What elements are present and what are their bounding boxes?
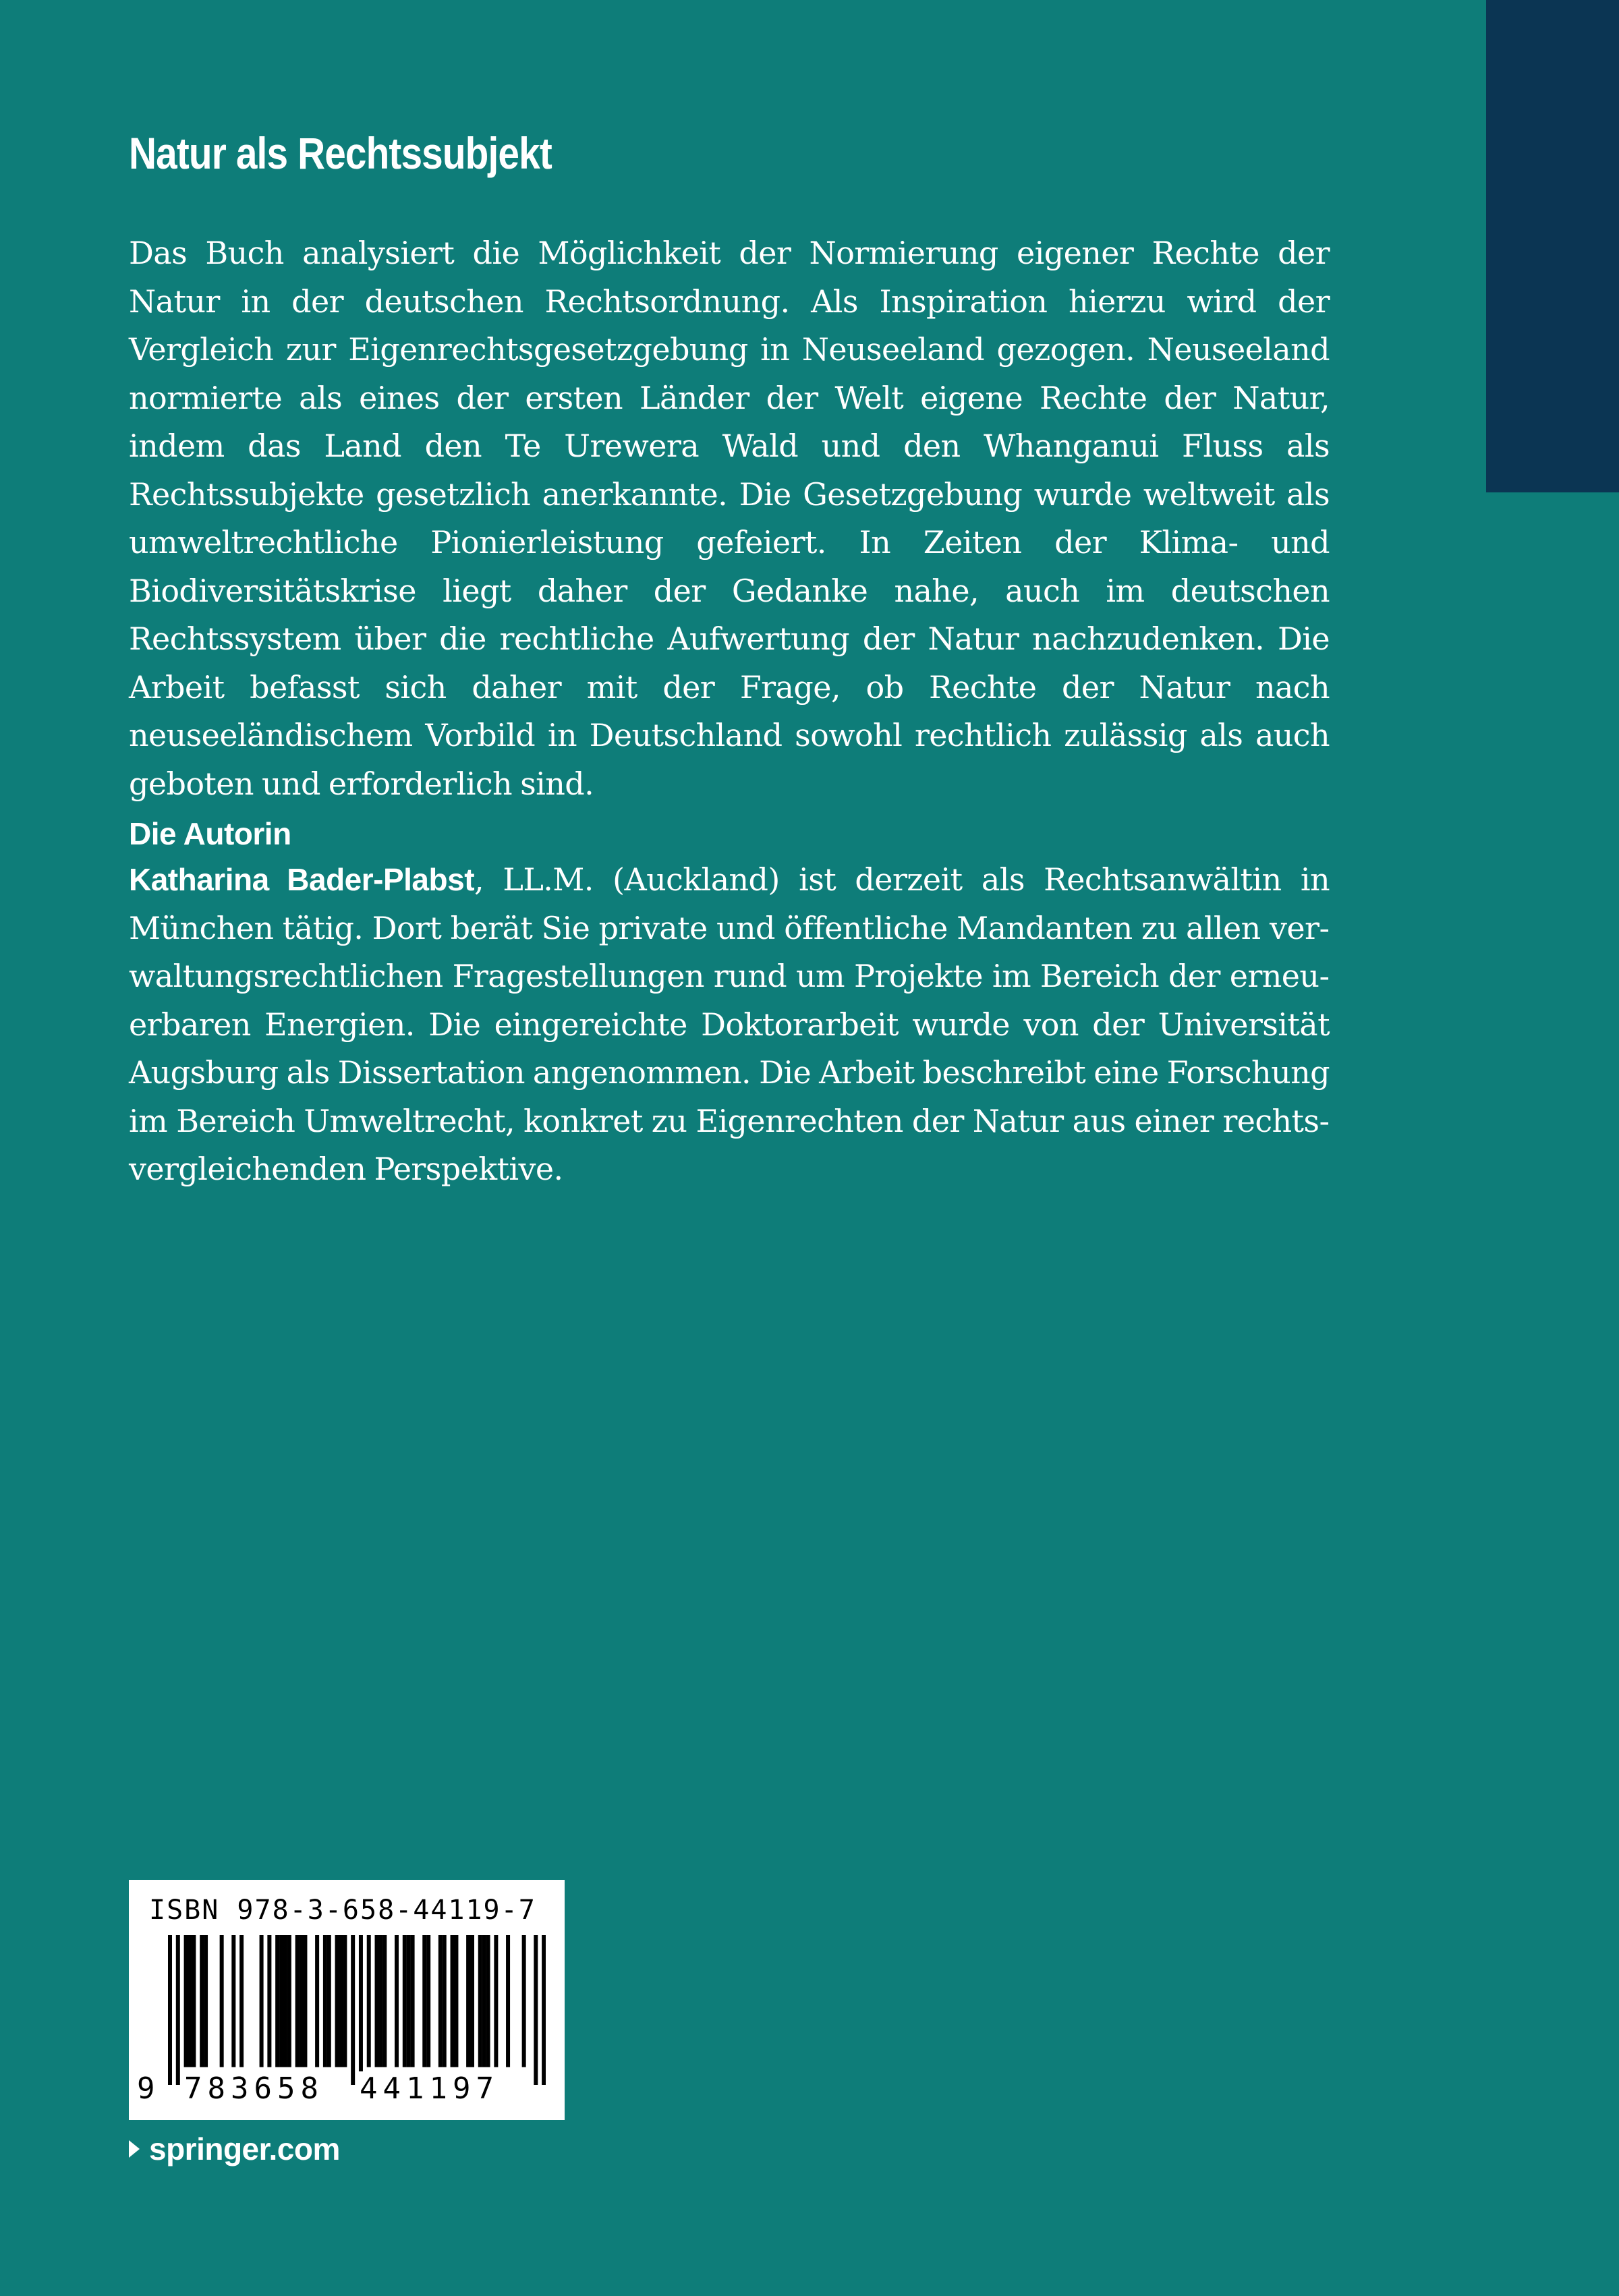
barcode-bar bbox=[422, 1935, 426, 2067]
arrow-right-icon bbox=[129, 2140, 140, 2158]
author-name: Katharina Bader-Plabst bbox=[129, 862, 475, 897]
barcode-bar bbox=[260, 1935, 264, 2067]
barcode-bar bbox=[438, 1935, 443, 2067]
barcode-bar bbox=[382, 1935, 387, 2067]
barcode-bar bbox=[522, 1935, 526, 2067]
barcode-bar bbox=[327, 1935, 331, 2067]
barcode-bar bbox=[192, 1935, 196, 2067]
spine-color-block bbox=[1486, 0, 1619, 492]
barcode-bar bbox=[168, 1935, 172, 2085]
barcode-bar bbox=[367, 1935, 371, 2067]
barcode-bar bbox=[403, 1935, 407, 2067]
barcode-bar bbox=[411, 1935, 415, 2067]
barcode-bar bbox=[300, 1935, 304, 2067]
barcode-bar bbox=[295, 1935, 300, 2067]
barcode-bar bbox=[542, 1935, 546, 2085]
barcode-bar bbox=[486, 1935, 490, 2067]
barcode-left-digits: 783658 bbox=[184, 2071, 324, 2106]
barcode-bar bbox=[454, 1935, 458, 2067]
barcode-bar bbox=[267, 1935, 271, 2067]
barcode-bar bbox=[534, 1935, 538, 2085]
author-bio: , LL.M. (Auckland) ist derzeit als Rechtsanwältin in München tätig. Dort berät Sie private und öffentliche Mandanten zu allen verwaltungsrechtlichen Fragestellungen rund um Projekte im Bereich der erneuerbaren Energien. Die eingereichte Doktorarbeit wurde von der Universität Augsburg als Dissertation angenommen. Die Arbeit beschreibt eine Forschung im Bereich Umweltrecht, konkret zu Eigenrechten der Natur aus einer rechtsvergleichenden Perspektive. bbox=[129, 861, 1330, 1187]
barcode-bar bbox=[466, 1935, 470, 2067]
barcode-bar bbox=[204, 1935, 208, 2067]
barcode-bar bbox=[188, 1935, 192, 2067]
barcode-bars bbox=[168, 1935, 546, 2085]
barcode-bar bbox=[443, 1935, 447, 2067]
barcode-bar bbox=[343, 1935, 347, 2067]
publisher-link[interactable] bbox=[129, 2129, 340, 2169]
isbn-label: ISBN 978-3-658-44119-7 bbox=[149, 1895, 536, 1926]
barcode-bar bbox=[303, 1935, 307, 2067]
author-heading: Die Autorin bbox=[129, 816, 291, 851]
publisher-url: springer.com bbox=[149, 2131, 340, 2166]
barcode-bar bbox=[482, 1935, 486, 2067]
barcode-bar bbox=[395, 1935, 399, 2067]
barcode-bar bbox=[359, 1935, 363, 2085]
barcode-bar bbox=[494, 1935, 498, 2067]
barcode-bar bbox=[287, 1935, 291, 2067]
barcode-bar bbox=[279, 1935, 283, 2067]
book-title: Natur als Rechtssubjekt bbox=[129, 128, 552, 178]
barcode-bar bbox=[315, 1935, 319, 2067]
barcode-bar bbox=[184, 1935, 188, 2067]
barcode-bar bbox=[451, 1935, 455, 2067]
barcode-right-digits: 441197 bbox=[360, 2071, 499, 2106]
barcode-bar bbox=[426, 1935, 430, 2067]
barcode-bar bbox=[407, 1935, 411, 2067]
barcode-bar bbox=[478, 1935, 482, 2067]
barcode-bar bbox=[176, 1935, 180, 2085]
barcode-bar bbox=[335, 1935, 339, 2067]
barcode-bar bbox=[470, 1935, 474, 2067]
barcode-bar bbox=[378, 1935, 382, 2067]
barcode-lead-digit: 9 bbox=[137, 2071, 155, 2106]
barcode-bar bbox=[283, 1935, 287, 2067]
isbn-barcode bbox=[129, 1880, 565, 2120]
barcode-bar bbox=[275, 1935, 279, 2067]
book-description: Das Buch analysiert die Möglichkeit der Normierung eigener Rechte der Natur in der deutschen Rechtsordnung. Als Inspiration hierzu wird der Vergleich zur Eigenrechtsgesetzgebung in Neuseeland gezogen. Neuseeland normierte als eines der ersten Länder der Welt eigene Rechte der Natur, indem das Land den Te Urewera Wald und den Whanganui Fluss als Rechtssubjekte gesetzlich anerkannte. Die Gesetzgebung wurde weltweit als umweltrechtliche Pionierleistung gefeiert. In Zeiten der Klima- und Biodiversitätskrise liegt daher der Gedanke nahe, auch im deutschen Rechtssystem über die rechtliche Aufwertung der Natur nachzudenken. Die Arbeit befasst sich daher mit der Frage, ob Rechte der Natur nach neuseeländischem Vorbild in Deutschland sowohl rechtlich zulässig als auch geboten und erforderlich sind. bbox=[129, 235, 1330, 802]
barcode-bar bbox=[351, 1935, 355, 2085]
barcode-bar bbox=[200, 1935, 204, 2067]
barcode-bar bbox=[323, 1935, 327, 2067]
barcode-bar bbox=[375, 1935, 379, 2067]
barcode-bar bbox=[506, 1935, 510, 2067]
barcode-bar bbox=[231, 1935, 235, 2067]
author-bio-paragraph bbox=[129, 856, 1330, 1194]
barcode-bar bbox=[220, 1935, 224, 2067]
barcode-bar bbox=[339, 1935, 343, 2067]
barcode-bar bbox=[239, 1935, 244, 2067]
